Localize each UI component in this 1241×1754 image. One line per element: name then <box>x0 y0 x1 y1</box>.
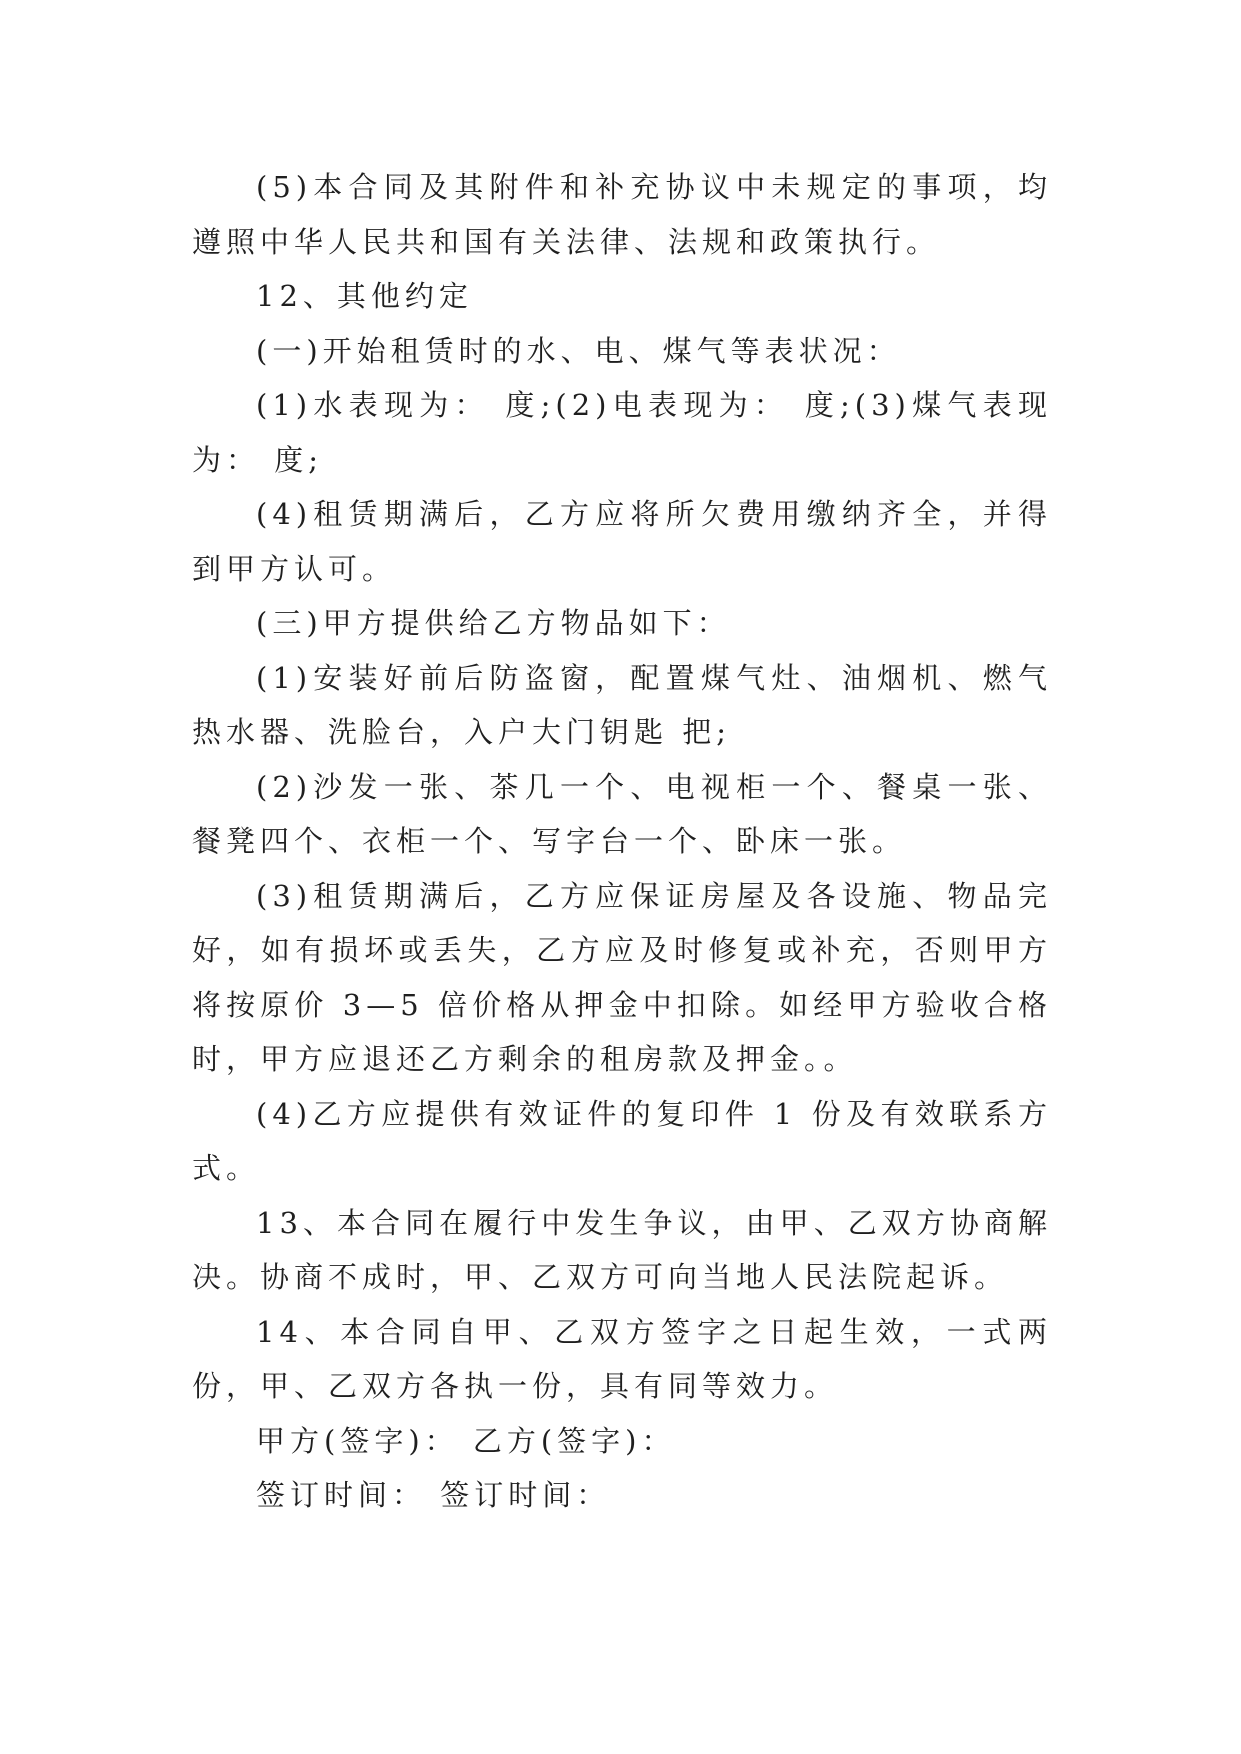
provided-fixtures-item: (1)安装好前后防盗窗，配置煤气灶、油烟机、燃气热水器、洗脸台，入户大门钥匙 把; <box>192 660 1052 749</box>
provided-furniture-item: (2)沙发一张、茶几一个、电视柜一个、餐桌一张、餐凳四个、衣柜一个、写字台一个、卧床一张。 <box>192 769 1052 858</box>
signing-date-line: 签订时间： 签订时间： <box>256 1478 611 1512</box>
clause-5-unregulated-matters: (5)本合同及其附件和补充协议中未规定的事项，均遵照中华人民共和国有关法律、法规和政策执行。 <box>192 170 1052 259</box>
section-14-effect-clause: 14、本合同自甲、乙双方签字之日起生效，一式两份，甲、乙双方各执一份，具有同等效力。 <box>192 1314 1052 1403</box>
section-12-heading: 12、其他约定 <box>256 279 473 313</box>
provided-items-heading: (三)甲方提供给乙方物品如下： <box>256 606 731 640</box>
fees-settlement-clause: (4)租赁期满后，乙方应将所欠费用缴纳齐全，并得到甲方认可。 <box>192 497 1052 586</box>
damage-compensation-item: (3)租赁期满后，乙方应保证房屋及各设施、物品完好，如有损坏或丢失，乙方应及时修复或补充，否则甲方将按原价 3—5 倍价格从押金中扣除。如经甲方验收合格时，甲方应退还乙方剩余的租房款及押金。。 <box>192 878 1052 1076</box>
meter-status-heading: (一)开始租赁时的水、电、煤气等表状况： <box>256 333 901 368</box>
document-body <box>192 160 1052 1523</box>
meter-readings: (1)水表现为： 度;(2)电表现为： 度;(3)煤气表现为： 度; <box>192 388 1052 477</box>
signature-line: 甲方(签字)： 乙方(签字)： <box>256 1423 676 1458</box>
section-13-dispute-clause: 13、本合同在履行中发生争议，由甲、乙双方协商解决。协商不成时，甲、乙双方可向当地人民法院起诉。 <box>192 1205 1052 1294</box>
id-copy-item: (4)乙方应提供有效证件的复印件 1 份及有效联系方式。 <box>192 1096 1052 1185</box>
